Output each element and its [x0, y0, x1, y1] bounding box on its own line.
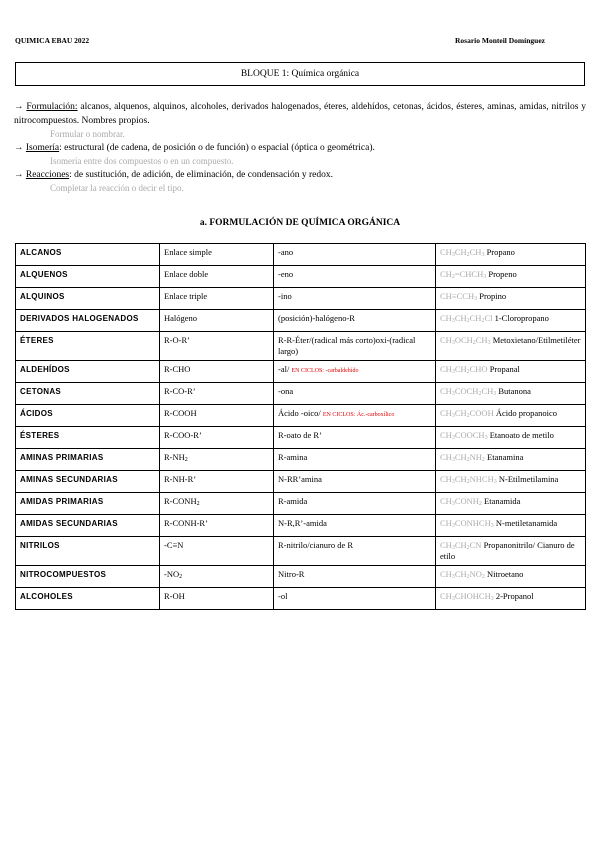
compound-name: ÉTERES: [20, 336, 54, 345]
table-row: [16, 427, 586, 449]
functional-group: -C≡N: [164, 540, 184, 550]
example-name: N-Etilmetilamina: [498, 474, 559, 484]
reacciones-sub: Completar la reacción o decir el tipo.: [50, 183, 184, 193]
example-formula: $CH_3CH_2NHCH_3$: [440, 474, 497, 485]
formulation-table: [15, 243, 586, 610]
example-name: Etanamida: [484, 496, 521, 506]
arrow-icon: →: [14, 142, 24, 153]
naming-text: -eno: [278, 269, 294, 279]
table-row: [16, 288, 586, 310]
intro-line-reacciones: [14, 169, 586, 183]
header-right: Rosario Monteil Domínguez: [455, 36, 545, 45]
compound-name: CETONAS: [20, 387, 62, 396]
functional-group: R-CO-R’: [164, 386, 196, 396]
cell-example: [436, 588, 586, 610]
cell-group: [160, 449, 274, 471]
example-formula: $CH_3COOCH_3$: [440, 430, 488, 441]
table-row: [16, 332, 586, 361]
cell-name: [16, 288, 160, 310]
compound-name: DERIVADOS HALOGENADOS: [20, 314, 139, 323]
naming-text: N-RR’amina: [278, 474, 322, 484]
example-name: Propanonitrilo/ Cianuro de etilo: [440, 540, 575, 561]
naming-text: -ano: [278, 247, 294, 257]
naming-text: R-amina: [278, 452, 308, 462]
table-row: [16, 515, 586, 537]
example-name: Metoxietano/Etilmetiléter: [492, 335, 581, 345]
cell-group: [160, 288, 274, 310]
cell-naming: [274, 266, 436, 288]
compound-name: ÁCIDOS: [20, 409, 53, 418]
block-title-text: BLOQUE 1: Química orgánica: [240, 69, 360, 79]
example-name: Etanamina: [487, 452, 524, 462]
cell-naming: [274, 449, 436, 471]
example-name: Propino: [479, 291, 507, 301]
functional-group: R-COOH: [164, 408, 197, 418]
example-formula: $CH_3CH_2COOH$: [440, 408, 494, 419]
arrow-icon: →: [14, 102, 24, 112]
cell-example: [436, 471, 586, 493]
formulacion-text: alcanos, alquenos, alquinos, alcoholes, derivados halogenados, éteres, aldehídos, cetonas, ácidos, ésteres, aminas, amidas, nitrilos y nitrocompuestos. Nombres propios.: [14, 102, 587, 126]
example-formula: $CH_3CH_2CN$: [440, 540, 482, 551]
table-row: [16, 566, 586, 588]
functional-group: $R-CONH_2$: [164, 496, 200, 507]
functional-group: Halógeno: [164, 313, 198, 323]
isomeria-label: Isomería: [25, 142, 60, 153]
example-formula: $CH_3OCH_2CH_3$: [440, 335, 491, 346]
example-formula: $CH_2=CHCH_3$: [440, 269, 487, 280]
example-formula: $CH\equiv CCH_3$: [440, 291, 478, 302]
naming-text: R-oato de R’: [278, 430, 322, 440]
cell-name: [16, 471, 160, 493]
compound-name: ÉSTERES: [20, 431, 60, 440]
block-title: [15, 62, 585, 86]
naming-text: -ol: [278, 591, 288, 601]
cell-name: [16, 566, 160, 588]
cell-example: [436, 361, 586, 383]
cell-naming: [274, 405, 436, 427]
example-name: Propanal: [489, 364, 520, 374]
intro-section: [14, 101, 586, 196]
compound-name: AMINAS PRIMARIAS: [20, 453, 104, 462]
functional-group: R-CONH-R’: [164, 518, 208, 528]
cell-naming: [274, 537, 436, 566]
header-left: QUIMICA EBAU 2022: [15, 36, 90, 45]
cell-example: [436, 288, 586, 310]
cell-name: [16, 493, 160, 515]
compound-name: ALDEHÍDOS: [20, 365, 70, 374]
cell-group: [160, 427, 274, 449]
cell-naming: [274, 493, 436, 515]
compound-name: NITROCOMPUESTOS: [20, 570, 107, 579]
cell-name: [16, 244, 160, 266]
functional-group: Enlace simple: [164, 247, 212, 257]
cell-group: [160, 588, 274, 610]
cell-example: [436, 266, 586, 288]
example-name: N-metiletanamida: [495, 518, 558, 528]
example-name: Butanona: [498, 386, 531, 396]
functional-group: $-NO_2$: [164, 569, 183, 580]
compound-name: AMINAS SECUNDARIAS: [20, 475, 118, 484]
intro-line-isomeria: [14, 142, 586, 156]
cell-name: [16, 405, 160, 427]
naming-text: -ona: [278, 386, 294, 396]
example-formula: $CH_3CONHCH_3$: [440, 518, 494, 529]
cell-group: [160, 493, 274, 515]
table-row: [16, 244, 586, 266]
compound-name: ALCANOS: [20, 248, 62, 257]
intro-line-formulacion: [14, 101, 586, 128]
cell-group: [160, 244, 274, 266]
isomeria-sub: Isomería entre dos compuestos o en un compuesto.: [50, 156, 234, 166]
table-row: [16, 493, 586, 515]
example-name: Propeno: [488, 269, 517, 279]
formulacion-label: Formulación:: [26, 102, 78, 112]
compound-name: NITRILOS: [20, 541, 60, 550]
table-row: [16, 405, 586, 427]
naming-text: (posición)-halógeno-R: [278, 313, 355, 323]
naming-text: -al/: [278, 364, 290, 374]
cell-name: [16, 361, 160, 383]
cell-name: [16, 537, 160, 566]
cell-name: [16, 449, 160, 471]
functional-group: R-CHO: [164, 364, 191, 374]
cell-name: [16, 383, 160, 405]
formulacion-sub: Formular o nombrar.: [50, 129, 125, 139]
cell-name: [16, 266, 160, 288]
example-formula: $CH_3CONH_2$: [440, 496, 482, 507]
table-row: [16, 588, 586, 610]
table-row: [16, 471, 586, 493]
example-name: 2-Propanol: [495, 591, 534, 601]
example-formula: $CH_3CH_2CH_3$: [440, 247, 485, 258]
isomeria-text: : estructural (de cadena, de posición o de función) o espacial (óptica o geométrica).: [59, 142, 375, 153]
cell-group: [160, 266, 274, 288]
example-name: 1-Cloropropano: [494, 313, 549, 323]
table-row: [16, 449, 586, 471]
cell-group: [160, 515, 274, 537]
cell-naming: [274, 288, 436, 310]
compound-name: AMIDAS SECUNDARIAS: [20, 519, 118, 528]
cell-name: [16, 332, 160, 361]
cell-naming: [274, 383, 436, 405]
naming-note: EN CICLOS: -carbaldehído: [291, 368, 359, 374]
compound-name: AMIDAS PRIMARIAS: [20, 497, 104, 506]
naming-text: Ácido -oico/: [278, 408, 321, 418]
cell-naming: [274, 310, 436, 332]
example-formula: $CH_3CH_2CH_2Cl$: [440, 313, 493, 324]
cell-example: [436, 383, 586, 405]
table-row: [16, 266, 586, 288]
functional-group: Enlace doble: [164, 269, 209, 279]
cell-example: [436, 310, 586, 332]
compound-name: ALQUINOS: [20, 292, 65, 301]
reacciones-text: : de sustitución, de adición, de eliminación, de condensación y redox.: [69, 169, 333, 180]
cell-group: [160, 405, 274, 427]
arrow-icon: →: [14, 169, 24, 180]
cell-naming: [274, 471, 436, 493]
example-formula: $CH_3COCH_2CH_3$: [440, 386, 497, 397]
naming-text: Nitro-R: [278, 569, 305, 579]
cell-example: [436, 537, 586, 566]
cell-naming: [274, 588, 436, 610]
naming-text: R-R-Éter/(radical más corto)oxi-(radical largo): [278, 335, 416, 356]
cell-group: [160, 566, 274, 588]
naming-text: R-nitrilo/cianuro de R: [278, 540, 354, 550]
reacciones-label: Reacciones: [25, 169, 70, 180]
table-row: [16, 310, 586, 332]
cell-example: [436, 427, 586, 449]
cell-example: [436, 566, 586, 588]
example-name: Ácido propanoico: [495, 408, 557, 418]
naming-text: N-R,R’-amida: [278, 518, 327, 528]
example-formula: $CH_3CH_2CHO$: [440, 364, 488, 375]
cell-example: [436, 405, 586, 427]
cell-group: [160, 310, 274, 332]
cell-name: [16, 427, 160, 449]
cell-group: [160, 361, 274, 383]
table-row: [16, 383, 586, 405]
cell-group: [160, 383, 274, 405]
naming-note: EN CICLOS: Ác.-carboxílico: [322, 412, 395, 418]
cell-naming: [274, 515, 436, 537]
cell-name: [16, 310, 160, 332]
cell-example: [436, 449, 586, 471]
cell-name: [16, 515, 160, 537]
naming-text: R-amida: [278, 496, 308, 506]
example-name: Nitroetano: [487, 569, 524, 579]
cell-naming: [274, 427, 436, 449]
functional-group: R-O-R’: [164, 335, 190, 345]
cell-example: [436, 515, 586, 537]
table-row: [16, 361, 586, 383]
functional-group: R-OH: [164, 591, 185, 601]
compound-name: ALQUENOS: [20, 270, 68, 279]
cell-naming: [274, 361, 436, 383]
functional-group: R-NH-R’: [164, 474, 197, 484]
example-name: Etanoato de metilo: [489, 430, 554, 440]
cell-group: [160, 537, 274, 566]
cell-naming: [274, 566, 436, 588]
functional-group: Enlace triple: [164, 291, 208, 301]
cell-naming: [274, 332, 436, 361]
example-formula: $CH_3CHOHCH_3$: [440, 591, 494, 602]
example-formula: $CH_3CH_2NH_2$: [440, 452, 485, 463]
cell-example: [436, 332, 586, 361]
example-name: Propano: [486, 247, 515, 257]
table-row: [16, 537, 586, 566]
example-formula: $CH_3CH_2NO_2$: [440, 569, 485, 580]
cell-example: [436, 244, 586, 266]
cell-naming: [274, 244, 436, 266]
cell-example: [436, 493, 586, 515]
cell-name: [16, 588, 160, 610]
cell-group: [160, 471, 274, 493]
functional-group: $R-NH_2$: [164, 452, 188, 463]
section-title: a. FORMULACIÓN DE QUÍMICA ORGÁNICA: [199, 218, 401, 228]
cell-group: [160, 332, 274, 361]
compound-name: ALCOHOLES: [20, 592, 73, 601]
naming-text: -ino: [278, 291, 292, 301]
functional-group: R-COO-R’: [164, 430, 202, 440]
